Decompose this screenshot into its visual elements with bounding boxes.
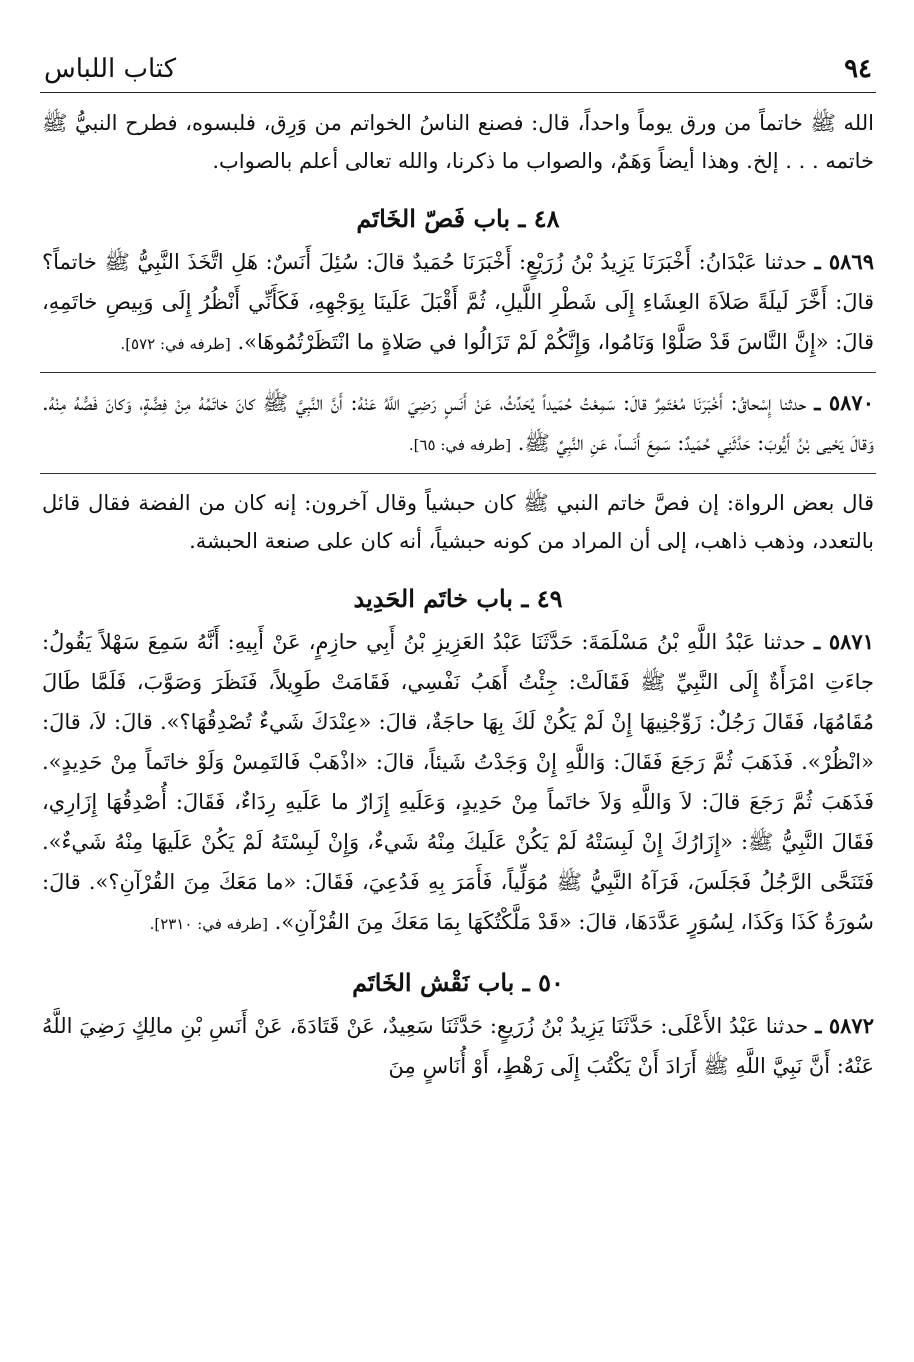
- page-body: [40, 104, 876, 1094]
- hadith-5871: [40, 622, 876, 944]
- cross-reference: [طرفه في: ٦٥].: [408, 436, 512, 454]
- cross-reference: [طرفه في: ٢٣١٠].: [149, 915, 268, 933]
- page-header: [40, 46, 876, 93]
- chapter-heading-50: ٥٠ ـ باب نَقْش الخَاتَم: [352, 968, 564, 997]
- hadith-5869: [40, 242, 876, 364]
- hadith-number: ٥٨٧١ ـ: [813, 629, 874, 654]
- page-number: ٩٤: [844, 54, 872, 84]
- divider: [40, 473, 876, 474]
- intro-paragraph: الله ﷺ خاتماً من ورق يوماً واحداً، قال: فصنع الناسُ الخواتم من وَرِق، فلبسوه، فطرح النبيُّ ﷺ خاتمه . . . إلخ. وهذا أيضاً وَهَمٌ، والصواب ما ذكرنا، والله تعالى أعلم بالصواب.: [42, 111, 874, 173]
- hadith-5870: [40, 383, 876, 465]
- divider: [40, 372, 876, 373]
- commentary-paragraph: قال بعض الرواة: إن فصَّ خاتم النبي ﷺ كان حبشياً وقال آخرون: إنه كان من الفضة فقال قائل بالتعدد، وذهب ذاهب، إلى أن المراد من كونه حبشياً، أنه كان على صنعة الحبشة.: [42, 491, 874, 553]
- chapter-heading-48: ٤٨ ـ باب فَصّ الخَاتَم: [356, 204, 560, 233]
- chapter-heading-49: ٤٩ ـ باب خاتَم الحَدِيد: [353, 584, 563, 613]
- hadith-5872: [40, 1006, 876, 1086]
- hadith-text: حدثنا عَبْدَانُ: أَخْبَرَنَا يَزِيدُ بْنُ زُرَيْعٍ: أَخْبَرَنَا حُمَيدٌ قالَ: سُئِلَ أَنَسٌ: هَلِ اتَّخَذَ النَّبِيُّ ﷺ خاتماً؟ قالَ: أَخَّرَ لَيلَةً صَلاَةَ العِشَاءِ إِلَى شَطْرِ اللَّيلِ، ثُمَّ أَقْبَلَ عَلَينَا بِوَجْهِهِ، فَكَأَنِّي أَنْظُرُ إِلَى وَبِيصِ خاتَمِهِ، قالَ: «إِنَّ النَّاسَ قَدْ صَلَّوْا وَنَامُوا، وَإِنَّكُمْ لَمْ تَزَالُوا في صَلاةٍ ما انْتَظَرْتُمُوهَا».: [42, 250, 874, 354]
- hadith-text: حدثنا عَبْدُ اللَّهِ بْنُ مَسْلَمَةَ: حَدَّثَنَا عَبْدُ العَزِيزِ بْنُ أَبِي حازِمٍ، عَنْ أَبِيهِ: أَنَّهُ سَمِعَ سَهْلاً يَقُولُ: جاءَتِ امْرَأَةٌ إِلَى النَّبِيِّ ﷺ فَقَالَتْ: جِئْتُ أَهَبُ نَفْسِي، فَقَامَتْ طَوِيلاً، فَنَظَرَ وَصَوَّبَ، فَلَمَّا طَالَ مُقَامُهَا، فَقَالَ رَجُلٌ: زَوِّجْنِيهَا إِنْ لَمْ يَكُنْ لَكَ بِهَا حاجَةٌ، قالَ: «عِنْدَكَ شَيءٌ تُصْدِقُهَا؟». قالَ: لاَ، قالَ: «انْظُرْ». فَذَهَبَ ثُمَّ رَجَعَ فَقَالَ: وَاللَّهِ إِنْ وَجَدْتُ شَيئاً، قالَ: «اذْهَبْ فَالتَمِسْ وَلَوْ خاتَماً مِنْ حَدِيدٍ». فَذَهَبَ ثُمَّ رَجَعَ قالَ: لاَ وَاللَّهِ وَلاَ خاتَماً مِنْ حَدِيدٍ، وَعَلَيهِ إِزَارٌ ما عَلَيهِ رِدَاءٌ، فَقَالَ: أُصْدِقُهَا إِزَارِي، فَقَالَ النَّبِيُّ ﷺ: «إِزَارُكَ إِنْ لَبِسَتْهُ لَمْ يَكُنْ عَلَيكَ مِنْهُ شَيءٌ، وَإِنْ لَبِسْتَهُ لَمْ يَكُنْ عَلَيهَا مِنْهُ شَيءٌ». فَتَنَحَّى الرَّجُلُ فَجَلَسَ، فَرَآهُ النَّبِيُّ ﷺ مُوَلِّياً، فَأَمَرَ بِهِ فَدُعِيَ، فَقَالَ: «ما مَعَكَ مِنَ القُرْآنِ؟». قالَ: سُورَةُ كَذَا وَكَذَا، لِسُوَرٍ عَدَّدَهَا، قالَ: «قَدْ مَلَّكْتُكَهَا بِمَا مَعَكَ مِنَ القُرْآنِ».: [42, 630, 874, 934]
- book-title: كتاب اللباس: [44, 54, 177, 84]
- hadith-text: حدثنا إِسْحاقُ: أَخْبَرَنَا مُعْتَمِرٌ قالَ: سَمِعْتُ حُمَيداً يُحَدِّثُ، عَنْ أَنَسٍ رَضِيَ اللَّهُ عَنْهُ: أَنَّ النَّبِيَّ ﷺ كانَ خاتَمُهُ مِنْ فِضَّةٍ، وَكانَ فَصُّهُ مِنْهُ. وَقالَ يَحْيى بْنُ أَيُّوبَ: حَدَّثَنِي حُمَيدٌ: سَمِعَ أَنَساً، عَنِ النَّبِيِّ ﷺ.: [42, 391, 874, 455]
- hadith-text: حدثنا عَبْدُ الأَعْلَى: حَدَّثَنَا يَزِيدُ بْنُ زُرَيعٍ: حَدَّثَنَا سَعِيدٌ، عَنْ قَتَادَةَ، عَنْ أَنَسِ بْنِ مالِكٍ رَضِيَ اللَّهُ عَنْهُ: أَنَّ نَبِيَّ اللَّهِ ﷺ أَرَادَ أَنْ يَكْتُبَ إِلَى رَهْطٍ، أَوْ أُنَاسٍ مِنَ: [42, 1014, 874, 1078]
- hadith-number: ٥٨٦٩ ـ: [814, 249, 874, 274]
- cross-reference: [طرفه في: ٥٧٢].: [120, 335, 231, 353]
- hadith-number: ٥٨٧٢ ـ: [815, 1013, 874, 1038]
- hadith-number: ٥٨٧٠ ـ: [814, 390, 874, 415]
